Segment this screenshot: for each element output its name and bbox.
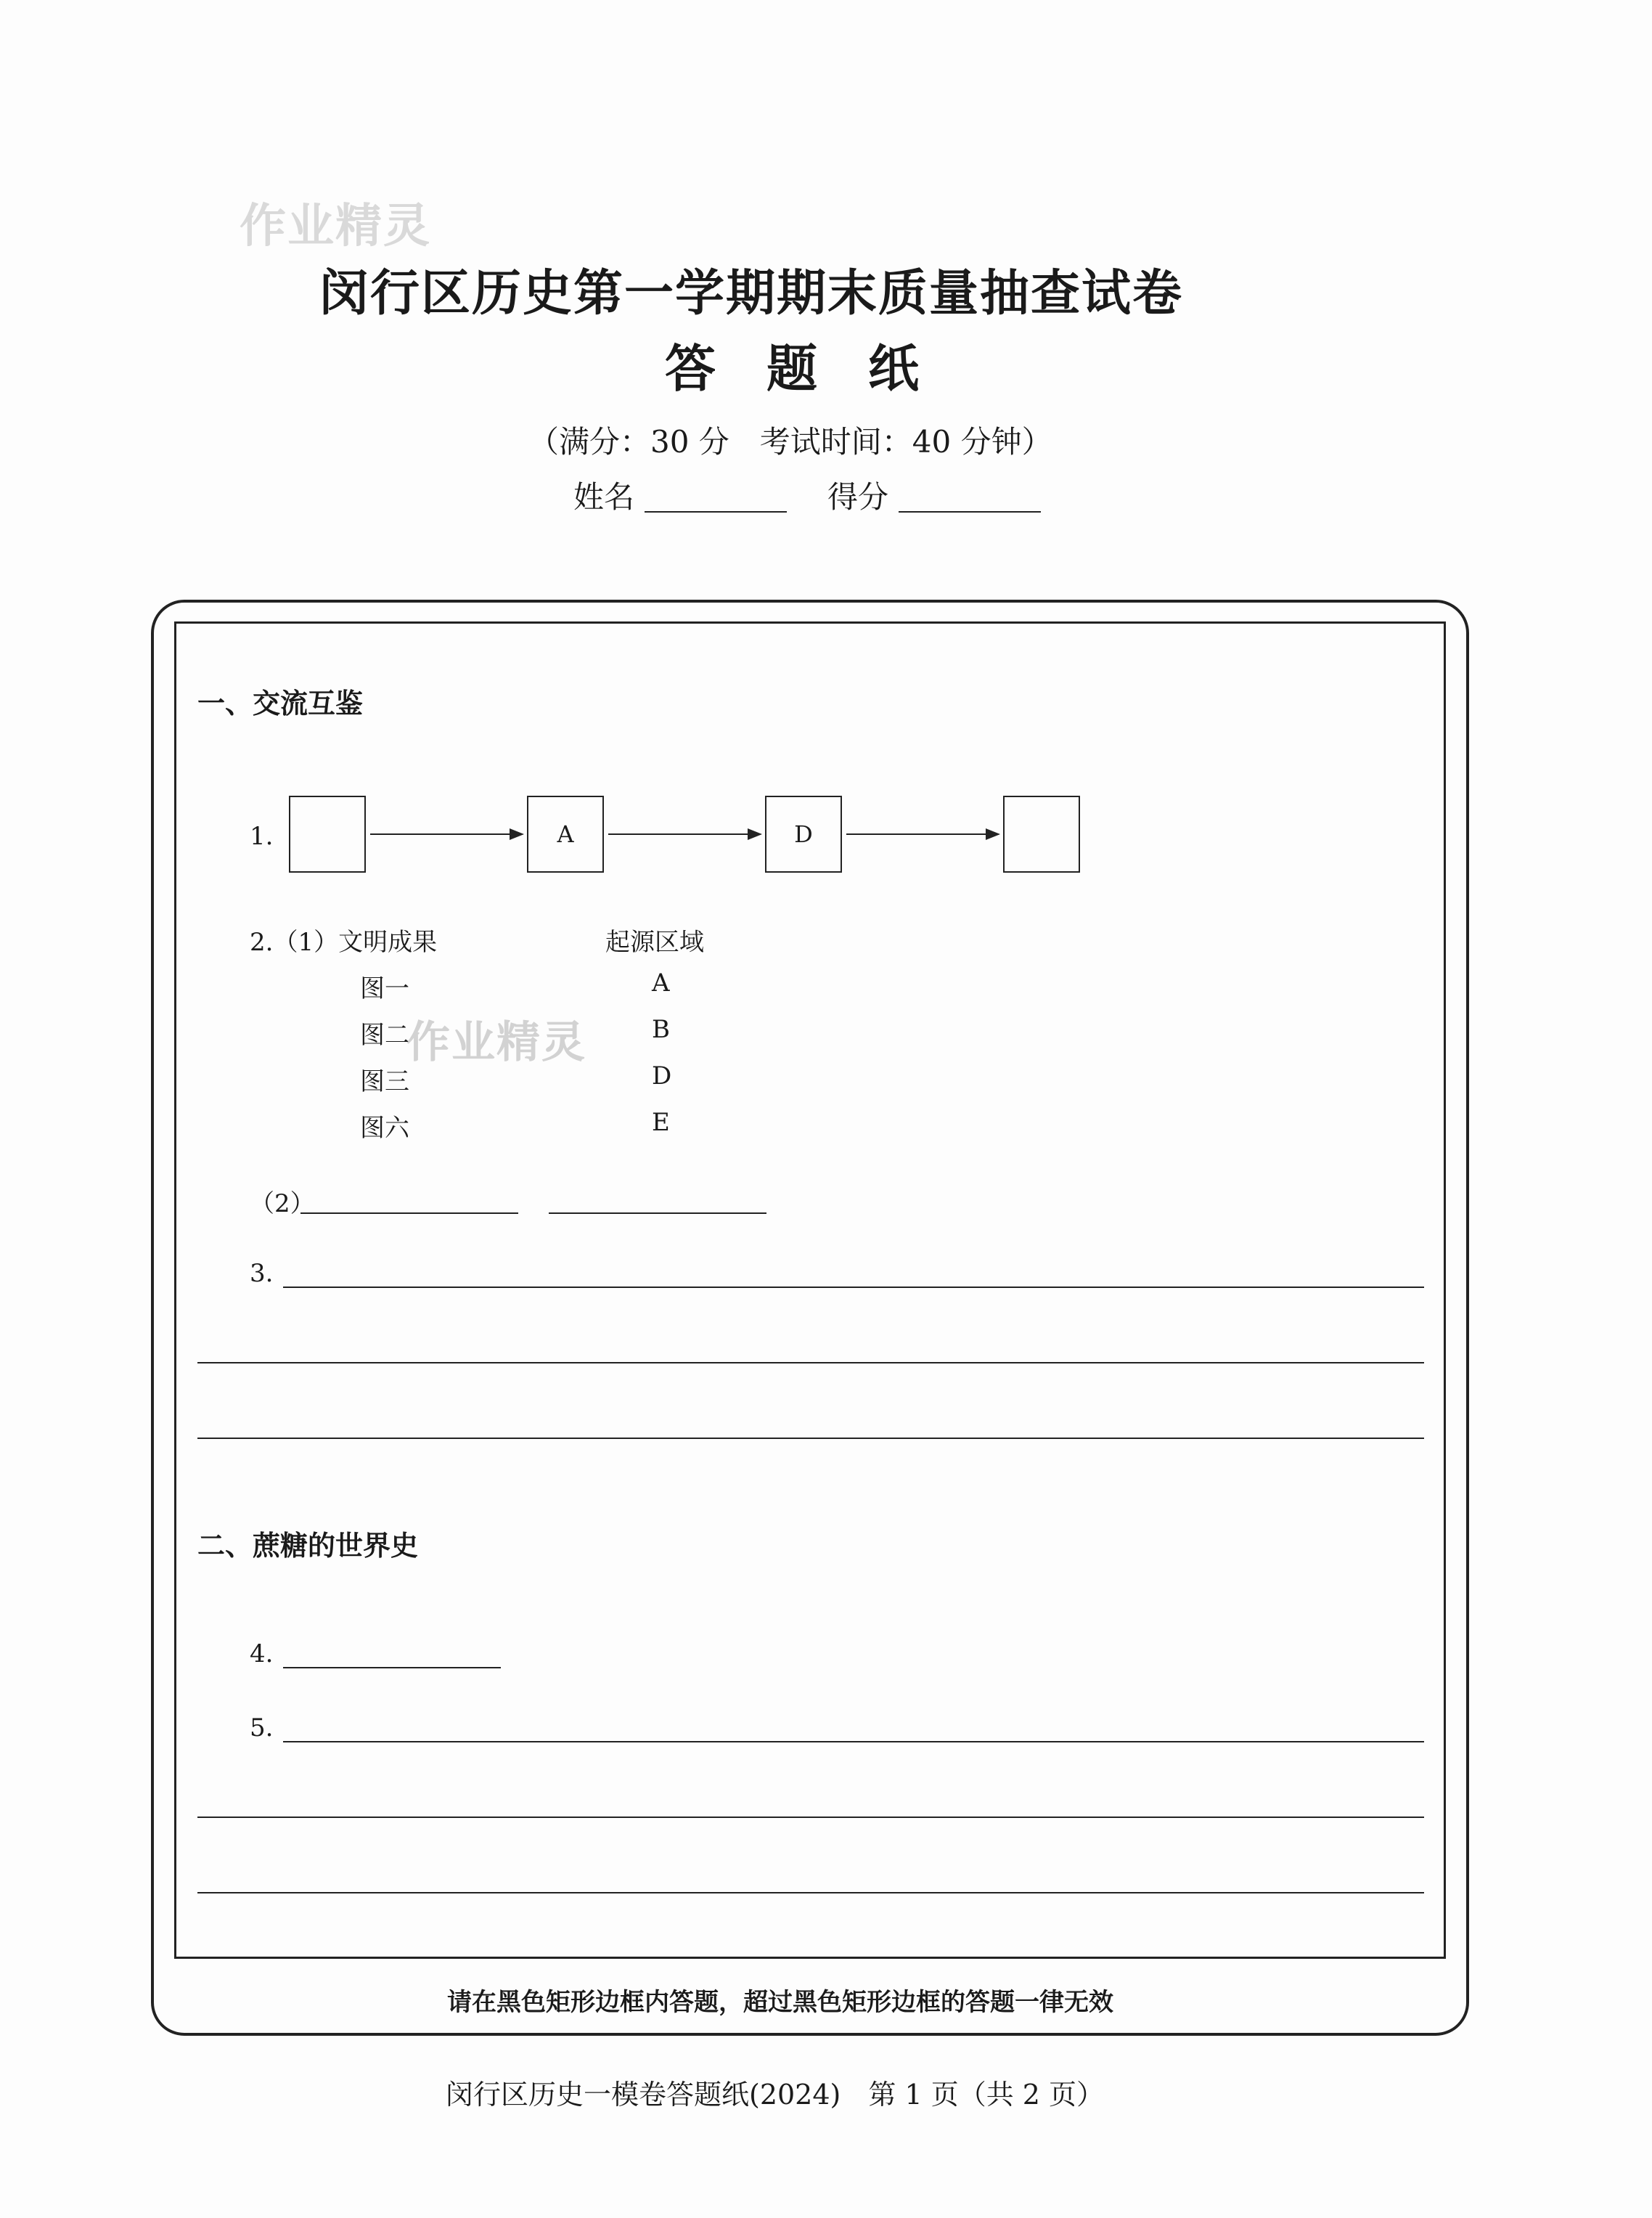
score-info: （满分：30 分 考试时间：40 分钟） — [528, 424, 1052, 460]
q4-label: 4. — [250, 1639, 274, 1668]
score-label: 得分 — [827, 479, 889, 515]
q2-item-3: 图三 — [360, 1067, 409, 1096]
q2-item-2: 图二 — [360, 1021, 409, 1050]
q2-region-3: D — [652, 1061, 672, 1090]
q5-line-2[interactable] — [197, 1817, 1424, 1818]
page-footer: 闵行区历史一模卷答题纸(2024) 第 1 页（共 2 页） — [446, 2079, 1105, 2111]
arrow-2 — [608, 833, 761, 835]
page-subtitle: 答题纸 — [665, 339, 970, 399]
q3-line-2[interactable] — [197, 1362, 1424, 1363]
q2-region-1: A — [652, 969, 670, 998]
q1-label: 1. — [250, 822, 274, 851]
q5-line-1[interactable] — [283, 1741, 1424, 1742]
q1-box-3: D — [765, 796, 842, 873]
arrow-1 — [370, 833, 523, 835]
watermark-top: 作业精灵 — [240, 200, 431, 253]
q1-box-4[interactable] — [1003, 796, 1080, 873]
q3-line-1[interactable] — [283, 1287, 1424, 1288]
q2-sub2-blank-2[interactable] — [549, 1212, 766, 1214]
score-field[interactable] — [899, 511, 1041, 513]
name-field[interactable] — [645, 511, 787, 513]
q2-sub2-blank-1[interactable] — [300, 1212, 518, 1214]
q2-region-4: E — [652, 1108, 670, 1137]
q5-label: 5. — [250, 1713, 274, 1742]
q1-box-2: A — [527, 796, 604, 873]
section1-title: 一、交流互鉴 — [197, 688, 364, 719]
answer-notice: 请在黑色矩形边框内答题，超过黑色矩形边框的答题一律无效 — [447, 1988, 1113, 2017]
watermark-middle: 作业精灵 — [406, 1017, 586, 1068]
q2-label: 2.（1）文明成果 — [250, 928, 438, 957]
q3-line-3[interactable] — [197, 1438, 1424, 1439]
q1-box-1[interactable] — [289, 796, 366, 873]
q2-region-2: B — [652, 1015, 670, 1044]
section2-title: 二、蔗糖的世界史 — [197, 1530, 419, 1562]
arrow-3 — [846, 833, 999, 835]
q2-sub2-label: （2） — [250, 1189, 315, 1218]
q2-item-1: 图一 — [360, 974, 409, 1003]
q4-blank[interactable] — [283, 1667, 501, 1668]
q5-line-3[interactable] — [197, 1892, 1424, 1893]
q3-label: 3. — [250, 1259, 274, 1288]
name-label: 姓名 — [573, 479, 635, 515]
q2-col2-header: 起源区域 — [605, 928, 704, 957]
q2-item-4: 图六 — [360, 1114, 409, 1143]
page-title: 闵行区历史第一学期期末质量抽查试卷 — [319, 265, 1184, 322]
